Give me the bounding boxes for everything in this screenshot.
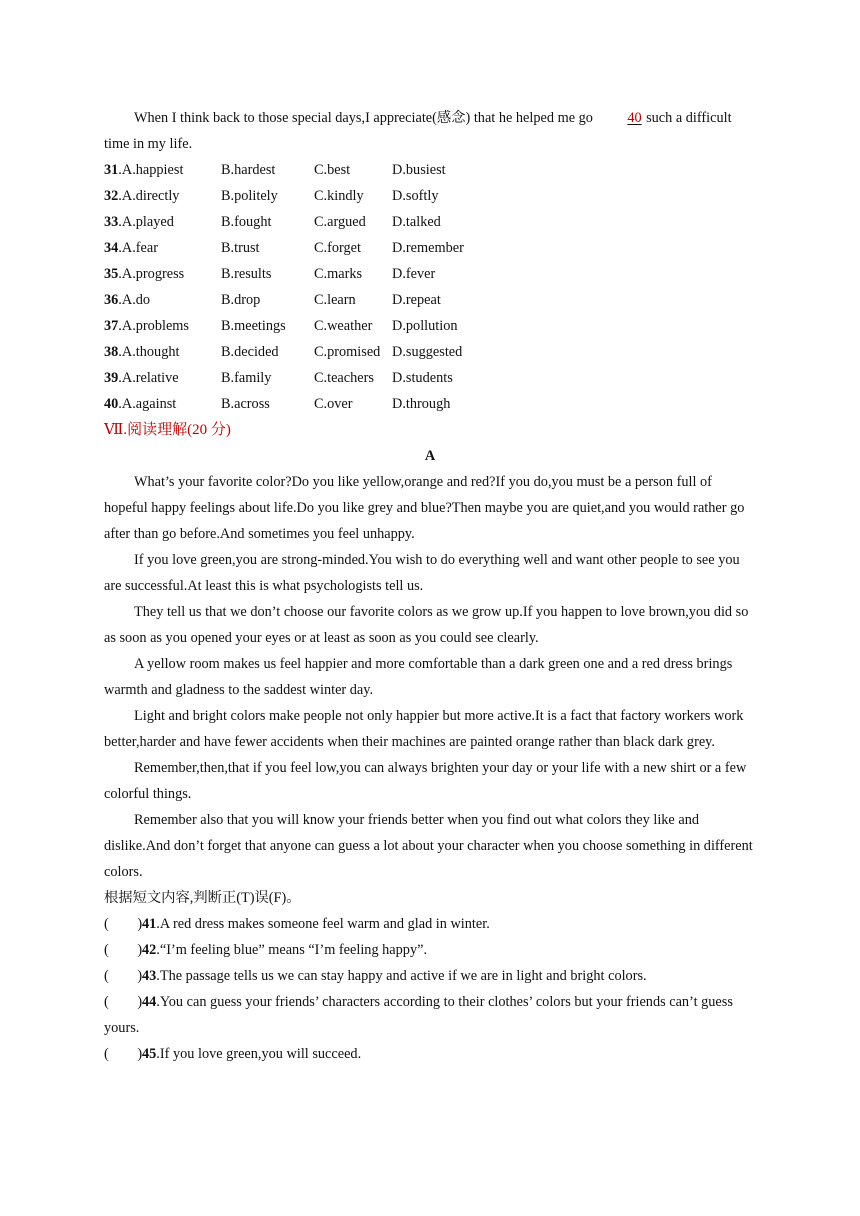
- option-a: 34.A.fear: [104, 240, 158, 256]
- tf-question: [104, 911, 756, 937]
- question-text: .The passage tells us we can stay happy and active if we are in light and bright colors.: [156, 968, 647, 984]
- answer-blank: ( ): [104, 916, 143, 932]
- option-c: C.marks: [314, 266, 363, 282]
- option-a: 36.A.do: [104, 292, 151, 308]
- option-b: B.fought: [221, 214, 272, 230]
- option-d: D.softly: [392, 188, 439, 204]
- option-b: B.across: [221, 396, 270, 412]
- intro-paragraph: [104, 105, 756, 157]
- question-number: 42: [142, 942, 157, 958]
- option-d: D.students: [392, 370, 453, 386]
- question-number: 31: [104, 162, 119, 178]
- option-d: D.fever: [392, 266, 436, 282]
- option-c: C.kindly: [314, 188, 364, 204]
- question-text: .“I’m feeling blue” means “I’m feeling happy”.: [156, 942, 428, 958]
- answer-blank: ( ): [104, 1046, 143, 1062]
- tf-question: [104, 963, 756, 989]
- option-b: B.results: [221, 266, 272, 282]
- option-a: 40.A.against: [104, 396, 177, 412]
- option-d: D.remember: [392, 240, 464, 256]
- question-number: 39: [104, 370, 119, 386]
- option-b: B.meetings: [221, 318, 286, 334]
- section-heading: Ⅶ.阅读理解(20 分): [104, 422, 231, 438]
- question-row: [104, 313, 756, 339]
- instruction: 根据短文内容,判断正(T)误(F)。: [104, 890, 301, 906]
- option-a: 33.A.played: [104, 214, 174, 230]
- option-a: 37.A.problems: [104, 318, 189, 334]
- question-text: .You can guess your friends’ characters according to their clothes’ colors but your friends can’t guess yours.: [104, 994, 733, 1036]
- question-number: 38: [104, 344, 119, 360]
- question-number: 33: [104, 214, 119, 230]
- document-content: [104, 105, 756, 1067]
- tf-question: [104, 989, 756, 1041]
- option-c: C.learn: [314, 292, 356, 308]
- option-a: 32.A.directly: [104, 188, 180, 204]
- question-row: [104, 157, 756, 183]
- option-c: C.teachers: [314, 370, 374, 386]
- question-number: 36: [104, 292, 119, 308]
- option-a: 38.A.thought: [104, 344, 180, 360]
- option-d: D.suggested: [392, 344, 463, 360]
- option-c: C.best: [314, 162, 351, 178]
- option-a: 31.A.happiest: [104, 162, 184, 178]
- question-number: 43: [142, 968, 157, 984]
- question-number: 40: [104, 396, 119, 412]
- passage-paragraph: If you love green,you are strong-minded.You wish to do everything well and want other people to see you are successful.At least this is what psychologists tell us.: [104, 552, 740, 594]
- option-d: D.talked: [392, 214, 441, 230]
- blank-answer: 40: [627, 110, 642, 126]
- option-d: D.repeat: [392, 292, 441, 308]
- option-a: 35.A.progress: [104, 266, 185, 282]
- passage-paragraph: A yellow room makes us feel happier and more comfortable than a dark green one and a red dress brings warmth and gladness to the saddest winter day.: [104, 656, 733, 698]
- intro-text-after: such a difficult time in my life.: [104, 110, 732, 152]
- option-c: C.weather: [314, 318, 373, 334]
- option-b: B.drop: [221, 292, 261, 308]
- answer-blank: ( ): [104, 968, 143, 984]
- intro-text-before: When I think back to those special days,I appreciate(感念) that he helped me go: [134, 110, 597, 126]
- option-c: C.argued: [314, 214, 366, 230]
- question-row: [104, 183, 756, 209]
- option-b: B.politely: [221, 188, 278, 204]
- passage-paragraph: Remember also that you will know your friends better when you find out what colors they like and dislike.And don’t forget that anyone can guess a lot about your character when you choose something in different colors.: [104, 812, 753, 880]
- passage-paragraph: They tell us that we don’t choose our favorite colors as we grow up.If you happen to love brown,you did so as soon as you opened your eyes or at least as soon as you could see clearly.: [104, 604, 749, 646]
- options-list: [104, 157, 756, 417]
- question-number: 41: [142, 916, 157, 932]
- option-c: C.promised: [314, 344, 381, 360]
- question-row: [104, 339, 756, 365]
- option-a: 39.A.relative: [104, 370, 179, 386]
- question-number: 35: [104, 266, 119, 282]
- answer-blank: ( ): [104, 994, 143, 1010]
- answer-blank: ( ): [104, 942, 143, 958]
- option-c: C.forget: [314, 240, 361, 256]
- option-b: B.trust: [221, 240, 260, 256]
- question-row: [104, 365, 756, 391]
- passage-paragraph: Light and bright colors make people not only happier but more active.It is a fact that factory workers work better,harder and have fewer accidents when their machines are painted orange rather than black dark grey.: [104, 708, 744, 750]
- option-d: D.busiest: [392, 162, 446, 178]
- option-d: D.pollution: [392, 318, 458, 334]
- question-number: 34: [104, 240, 119, 256]
- question-text: .A red dress makes someone feel warm and glad in winter.: [156, 916, 490, 932]
- option-b: B.hardest: [221, 162, 276, 178]
- question-number: 37: [104, 318, 119, 334]
- option-c: C.over: [314, 396, 353, 412]
- question-row: [104, 287, 756, 313]
- option-d: D.through: [392, 396, 451, 412]
- passage-title: A: [424, 448, 436, 464]
- passage-paragraph: Remember,then,that if you feel low,you can always brighten your day or your life with a new shirt or a few colorful things.: [104, 760, 747, 802]
- question-text: .If you love green,you will succeed.: [156, 1046, 362, 1062]
- question-number: 45: [142, 1046, 157, 1062]
- question-row: [104, 261, 756, 287]
- tf-question: [104, 1041, 756, 1067]
- passage-paragraph: What’s your favorite color?Do you like yellow,orange and red?If you do,you must be a person full of hopeful happy feelings about life.Do you like grey and blue?Then maybe you are quiet,and you would rather go after than go before.And sometimes you feel unhappy.: [104, 474, 745, 542]
- tf-question: [104, 937, 756, 963]
- question-number: 44: [142, 994, 157, 1010]
- question-row: [104, 391, 756, 417]
- question-row: [104, 209, 756, 235]
- option-b: B.decided: [221, 344, 279, 360]
- option-b: B.family: [221, 370, 272, 386]
- question-number: 32: [104, 188, 119, 204]
- question-row: [104, 235, 756, 261]
